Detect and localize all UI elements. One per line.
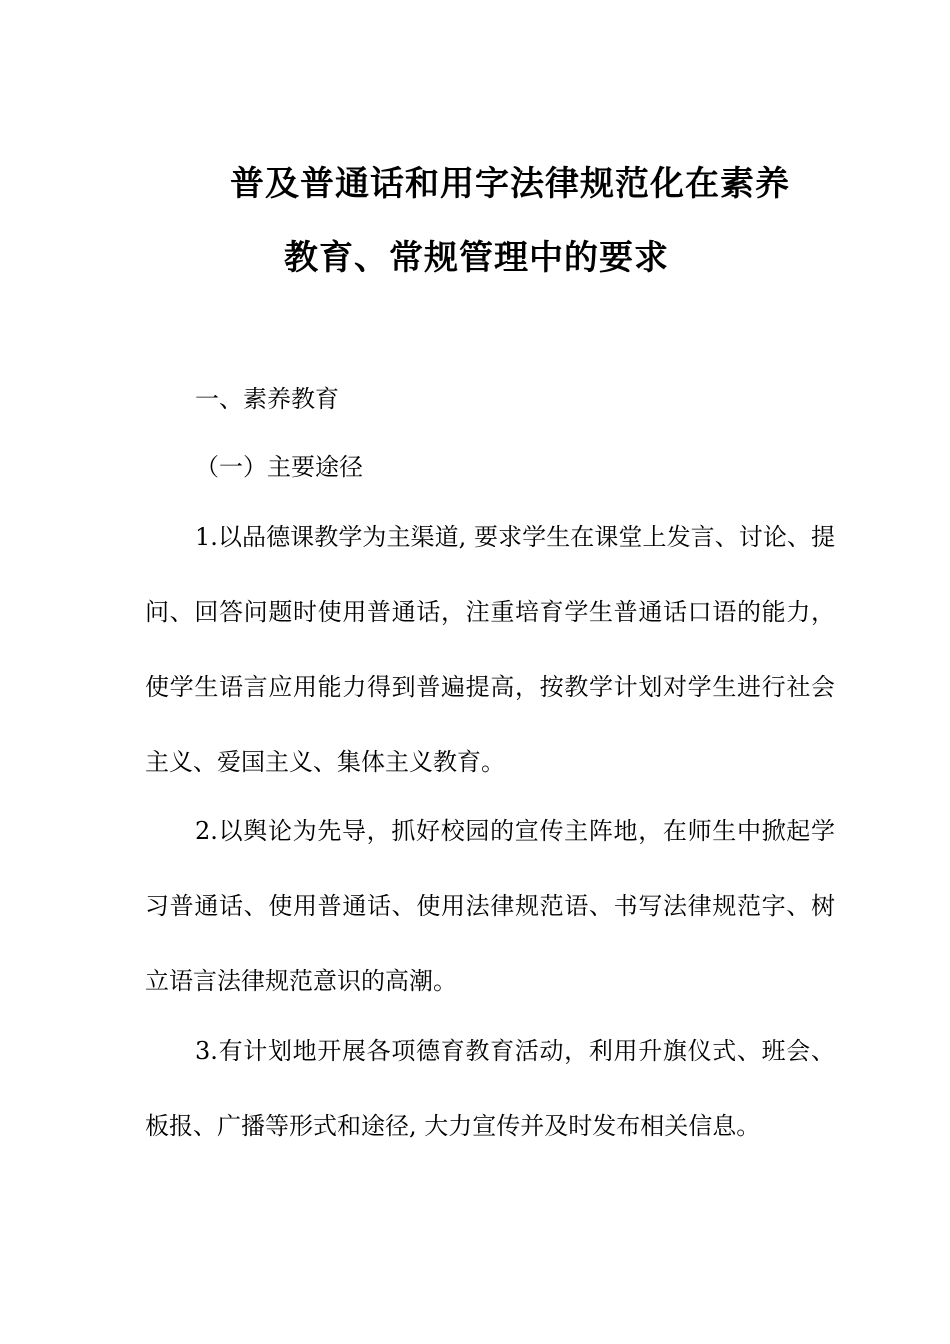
document-title-line-2: 教育、常规管理中的要求	[284, 238, 669, 278]
paragraph-3: 3.有计划地开展各项德育教育活动，利用升旗仪式、班会、板报、广播等形式和途径, 大力宣传并及时发布相关信息。	[145, 1037, 835, 1140]
document-title-line-1: 普及普通话和用字法律规范化在素养	[230, 164, 790, 204]
paragraph-2: 2.以舆论为先导，抓好校园的宣传主阵地，在师生中掀起学习普通话、使用普通话、使用法律规范语、书写法律规范字、树立语言法律规范意识的高潮。	[145, 817, 835, 995]
section-heading: 一、素养教育	[195, 385, 339, 413]
paragraph-1: 1.以品德课教学为主渠道, 要求学生在课堂上发言、讨论、提问、回答问题时使用普通话，注重培育学生普通话口语的能力，使学生语言应用能力得到普遍提高，按教学计划对学生进行社会主义、爱国主义、集体主义教育。	[145, 523, 835, 776]
subsection-heading: （一）主要途径	[195, 453, 363, 481]
